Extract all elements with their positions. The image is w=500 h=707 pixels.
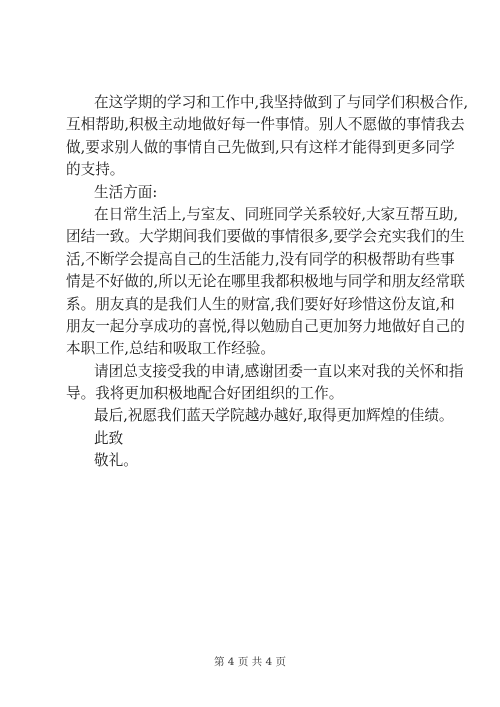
paragraph-line: 做,要求别人做的事情自己先做到,只有这样才能得到更多同学 (66, 138, 455, 156)
paragraph-line: 朋友一起分享成功的喜悦,得以勉励自己更加努力地做好自己的 (66, 317, 465, 335)
salutation-line: 此致 (94, 429, 124, 447)
paragraph-application (66, 361, 464, 406)
page-number-footer: 第 4 页 共 4 页 (213, 656, 287, 668)
paragraph-line: 在日常生活上,与室友、同班同学关系较好,大家互帮互助, (94, 205, 459, 223)
paragraph-line: 在这学期的学习和工作中,我坚持做到了与同学们积极合作, (94, 94, 469, 111)
section-heading-life (66, 182, 458, 204)
paragraph-line: 本职工作,总结和吸取工作经验。 (66, 340, 275, 358)
paragraph-line: 情是不好做的,所以无论在哪里我都积极地与同学和朋友经常联 (66, 273, 465, 291)
paragraph-line: 的支持。 (66, 161, 125, 179)
paragraph-line: 系。朋友真的是我们人生的财富,我们要好好珍惜这份友谊,和 (66, 295, 455, 313)
paragraph-line: 导。我将更加积极地配合好团组织的工作。 (66, 385, 344, 403)
paragraph-line: 请团总支接受我的申请,感谢团委一直以来对我的关怀和指 (94, 362, 464, 380)
paragraph-study-work (66, 92, 469, 182)
paragraph-closing-wish (66, 405, 458, 427)
closing-regards (66, 450, 458, 472)
regards-line: 敬礼。 (94, 452, 138, 470)
closing-salutation (66, 428, 458, 450)
paragraph-daily-life (66, 204, 465, 361)
document-body (66, 92, 469, 473)
paragraph-line: 最后,祝愿我们蓝天学院越办越好,取得更加辉煌的佳绩。 (94, 407, 454, 425)
section-heading: 生活方面: (94, 183, 158, 201)
paragraph-line: 团结一致。大学期间我们要做的事情很多,要学会充实我们的生 (66, 228, 465, 246)
paragraph-line: 活,不断学会提高自己的生活能力,没有同学的积极帮助有些事 (66, 250, 455, 268)
paragraph-line: 互相帮助,积极主动地做好每一件事情。别人不愿做的事情我去 (66, 116, 465, 134)
